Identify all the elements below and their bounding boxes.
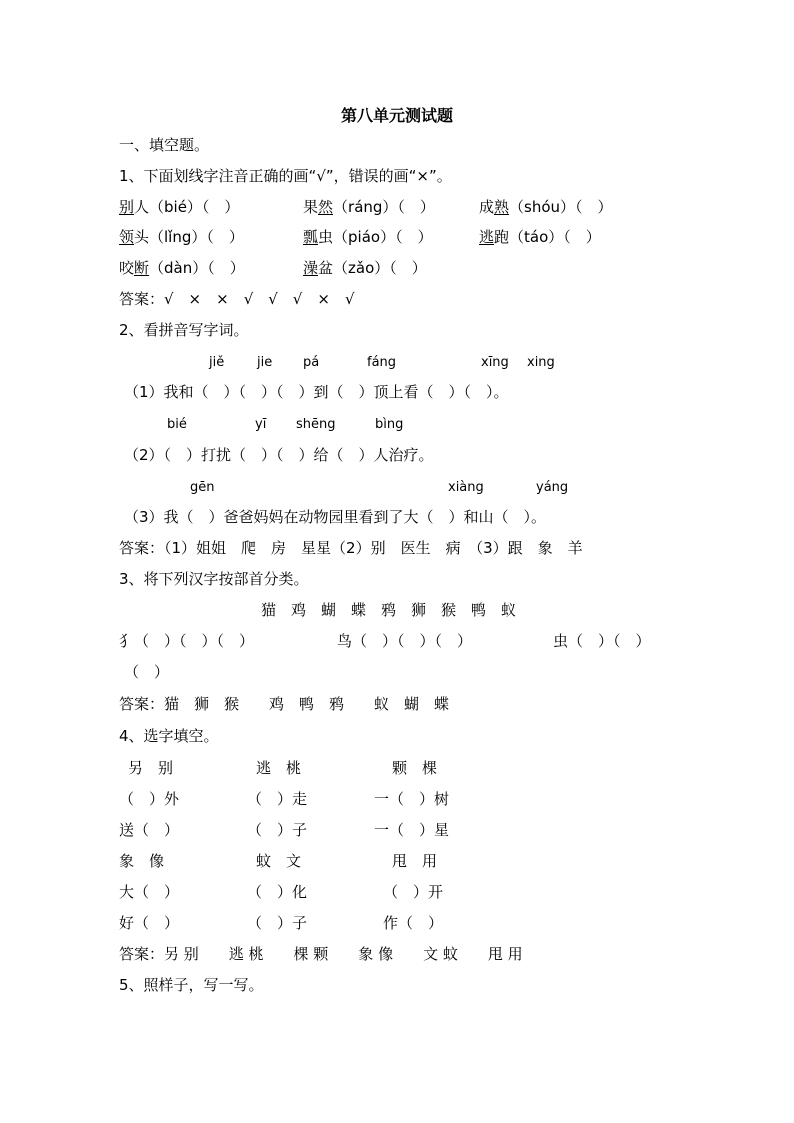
choice-pair: 逃 桃 xyxy=(256,759,302,777)
pinyin: bié xyxy=(167,417,187,432)
page-title: 第八单元测试题 xyxy=(340,106,453,125)
choice-pair: 颗 棵 xyxy=(392,759,438,777)
item-rest: （dàn）（ ） xyxy=(149,259,245,277)
pinyin: fáng xyxy=(367,355,397,370)
q1-item-7 xyxy=(119,259,245,277)
q4-answer: 答案：另 别 逃 桃 棵 颗 象 像 文 蚊 甩 用 xyxy=(119,945,523,963)
q3-characters: 猫 鸡 蝴 蝶 鸦 狮 猴 鸭 蚁 xyxy=(261,601,517,619)
underlined-char: 熟 xyxy=(494,198,510,216)
item-char: 咬 xyxy=(119,259,135,277)
pinyin: shēng xyxy=(296,417,336,432)
fill-blank: （ ）子 xyxy=(247,914,308,932)
pinyin: jie xyxy=(257,355,273,370)
q3-group-bird-radical: 鸟（ ）（ ）（ ） xyxy=(337,632,473,650)
q1-item-5 xyxy=(303,228,433,246)
q3-group-wrap: （ ） xyxy=(124,663,170,681)
pinyin: jiě xyxy=(209,355,225,370)
underlined-char: 逃 xyxy=(479,228,495,246)
fill-blank: （ ）开 xyxy=(383,883,444,901)
choice-pair: 象 像 xyxy=(119,852,165,870)
q3-group-dog-radical: 犭（ ）（ ）（ ） xyxy=(119,632,255,650)
q1-answer: 答案：√ × × √ √ √ × √ xyxy=(119,290,355,308)
pinyin: bìng xyxy=(375,417,404,432)
underlined-char: 断 xyxy=(134,259,150,277)
pinyin: gēn xyxy=(190,480,215,495)
pinyin: xing xyxy=(527,355,555,370)
item-rest: （shóu）（ ） xyxy=(509,198,613,216)
fill-blank: 大（ ） xyxy=(119,883,180,901)
fill-blank: （ ）外 xyxy=(119,790,180,808)
pinyin: yáng xyxy=(536,480,569,495)
q1-item-6 xyxy=(479,228,601,246)
item-rest: 跑（táo）（ ） xyxy=(494,228,601,246)
fill-blank: （ ）子 xyxy=(247,821,308,839)
item-rest: （ráng）（ ） xyxy=(333,198,435,216)
fill-blank: 作（ ） xyxy=(383,914,444,932)
pinyin: yī xyxy=(255,417,267,432)
section-heading: 一、填空题。 xyxy=(119,136,210,154)
q2-prompt: 2、看拼音写字词。 xyxy=(119,321,249,339)
q3-prompt: 3、将下列汉字按部首分类。 xyxy=(119,570,309,588)
item-rest: 盆（zǎo）（ ） xyxy=(318,259,427,277)
fill-blank: 好（ ） xyxy=(119,914,180,932)
fill-blank: 送（ ） xyxy=(119,821,180,839)
q1-item-8 xyxy=(303,259,427,277)
fill-blank: 一（ ）星 xyxy=(374,821,450,839)
underlined-char: 澡 xyxy=(303,259,319,277)
item-rest: 虫（piáo）（ ） xyxy=(318,228,433,246)
q3-group-insect-radical: 虫（ ）（ ） xyxy=(553,632,651,650)
fill-blank: （ ）走 xyxy=(247,790,308,808)
underlined-char: 别 xyxy=(119,198,135,216)
q1-item-1 xyxy=(119,198,239,216)
item-char: 成 xyxy=(479,198,495,216)
q2-sentence-3: （3）我（ ）爸爸妈妈在动物园里看到了大（ ）和山（ ）。 xyxy=(124,508,547,526)
pinyin: xiàng xyxy=(448,480,484,495)
choice-pair: 蚊 文 xyxy=(256,852,302,870)
q3-answer: 答案：猫 狮 猴 鸡 鸭 鸦 蚁 蝴 蝶 xyxy=(119,695,450,713)
q2-sentence-2: （2）（ ）打扰（ ）（ ）给（ ）人治疗。 xyxy=(124,446,434,464)
fill-blank: （ ）化 xyxy=(247,883,308,901)
q1-item-4 xyxy=(119,228,244,246)
q2-answer: 答案：（1）姐姐 爬 房 星星（2）别 医生 病 （3）跟 象 羊 xyxy=(119,539,583,557)
q4-prompt: 4、选字填空。 xyxy=(119,727,219,745)
q1-prompt: 1、下面划线字注音正确的画“√”，错误的画“×”。 xyxy=(119,167,452,185)
q5-prompt: 5、照样子，写一写。 xyxy=(119,976,264,994)
choice-pair: 甩 用 xyxy=(392,852,438,870)
q1-item-3 xyxy=(479,198,613,216)
pinyin: pá xyxy=(303,355,320,370)
fill-blank: 一（ ）树 xyxy=(374,790,450,808)
choice-pair: 另 别 xyxy=(128,759,174,777)
underlined-char: 领 xyxy=(119,228,135,246)
underlined-char: 然 xyxy=(318,198,334,216)
q1-item-2 xyxy=(303,198,435,216)
item-rest: 人（bié）（ ） xyxy=(134,198,240,216)
item-char: 果 xyxy=(303,198,319,216)
underlined-char: 瓢 xyxy=(303,228,319,246)
pinyin: xīng xyxy=(481,355,509,370)
item-rest: 头（lǐng）（ ） xyxy=(134,228,244,246)
q2-sentence-1: （1）我和（ ）（ ）（ ）到（ ）顶上看（ ）（ ）。 xyxy=(124,383,509,401)
